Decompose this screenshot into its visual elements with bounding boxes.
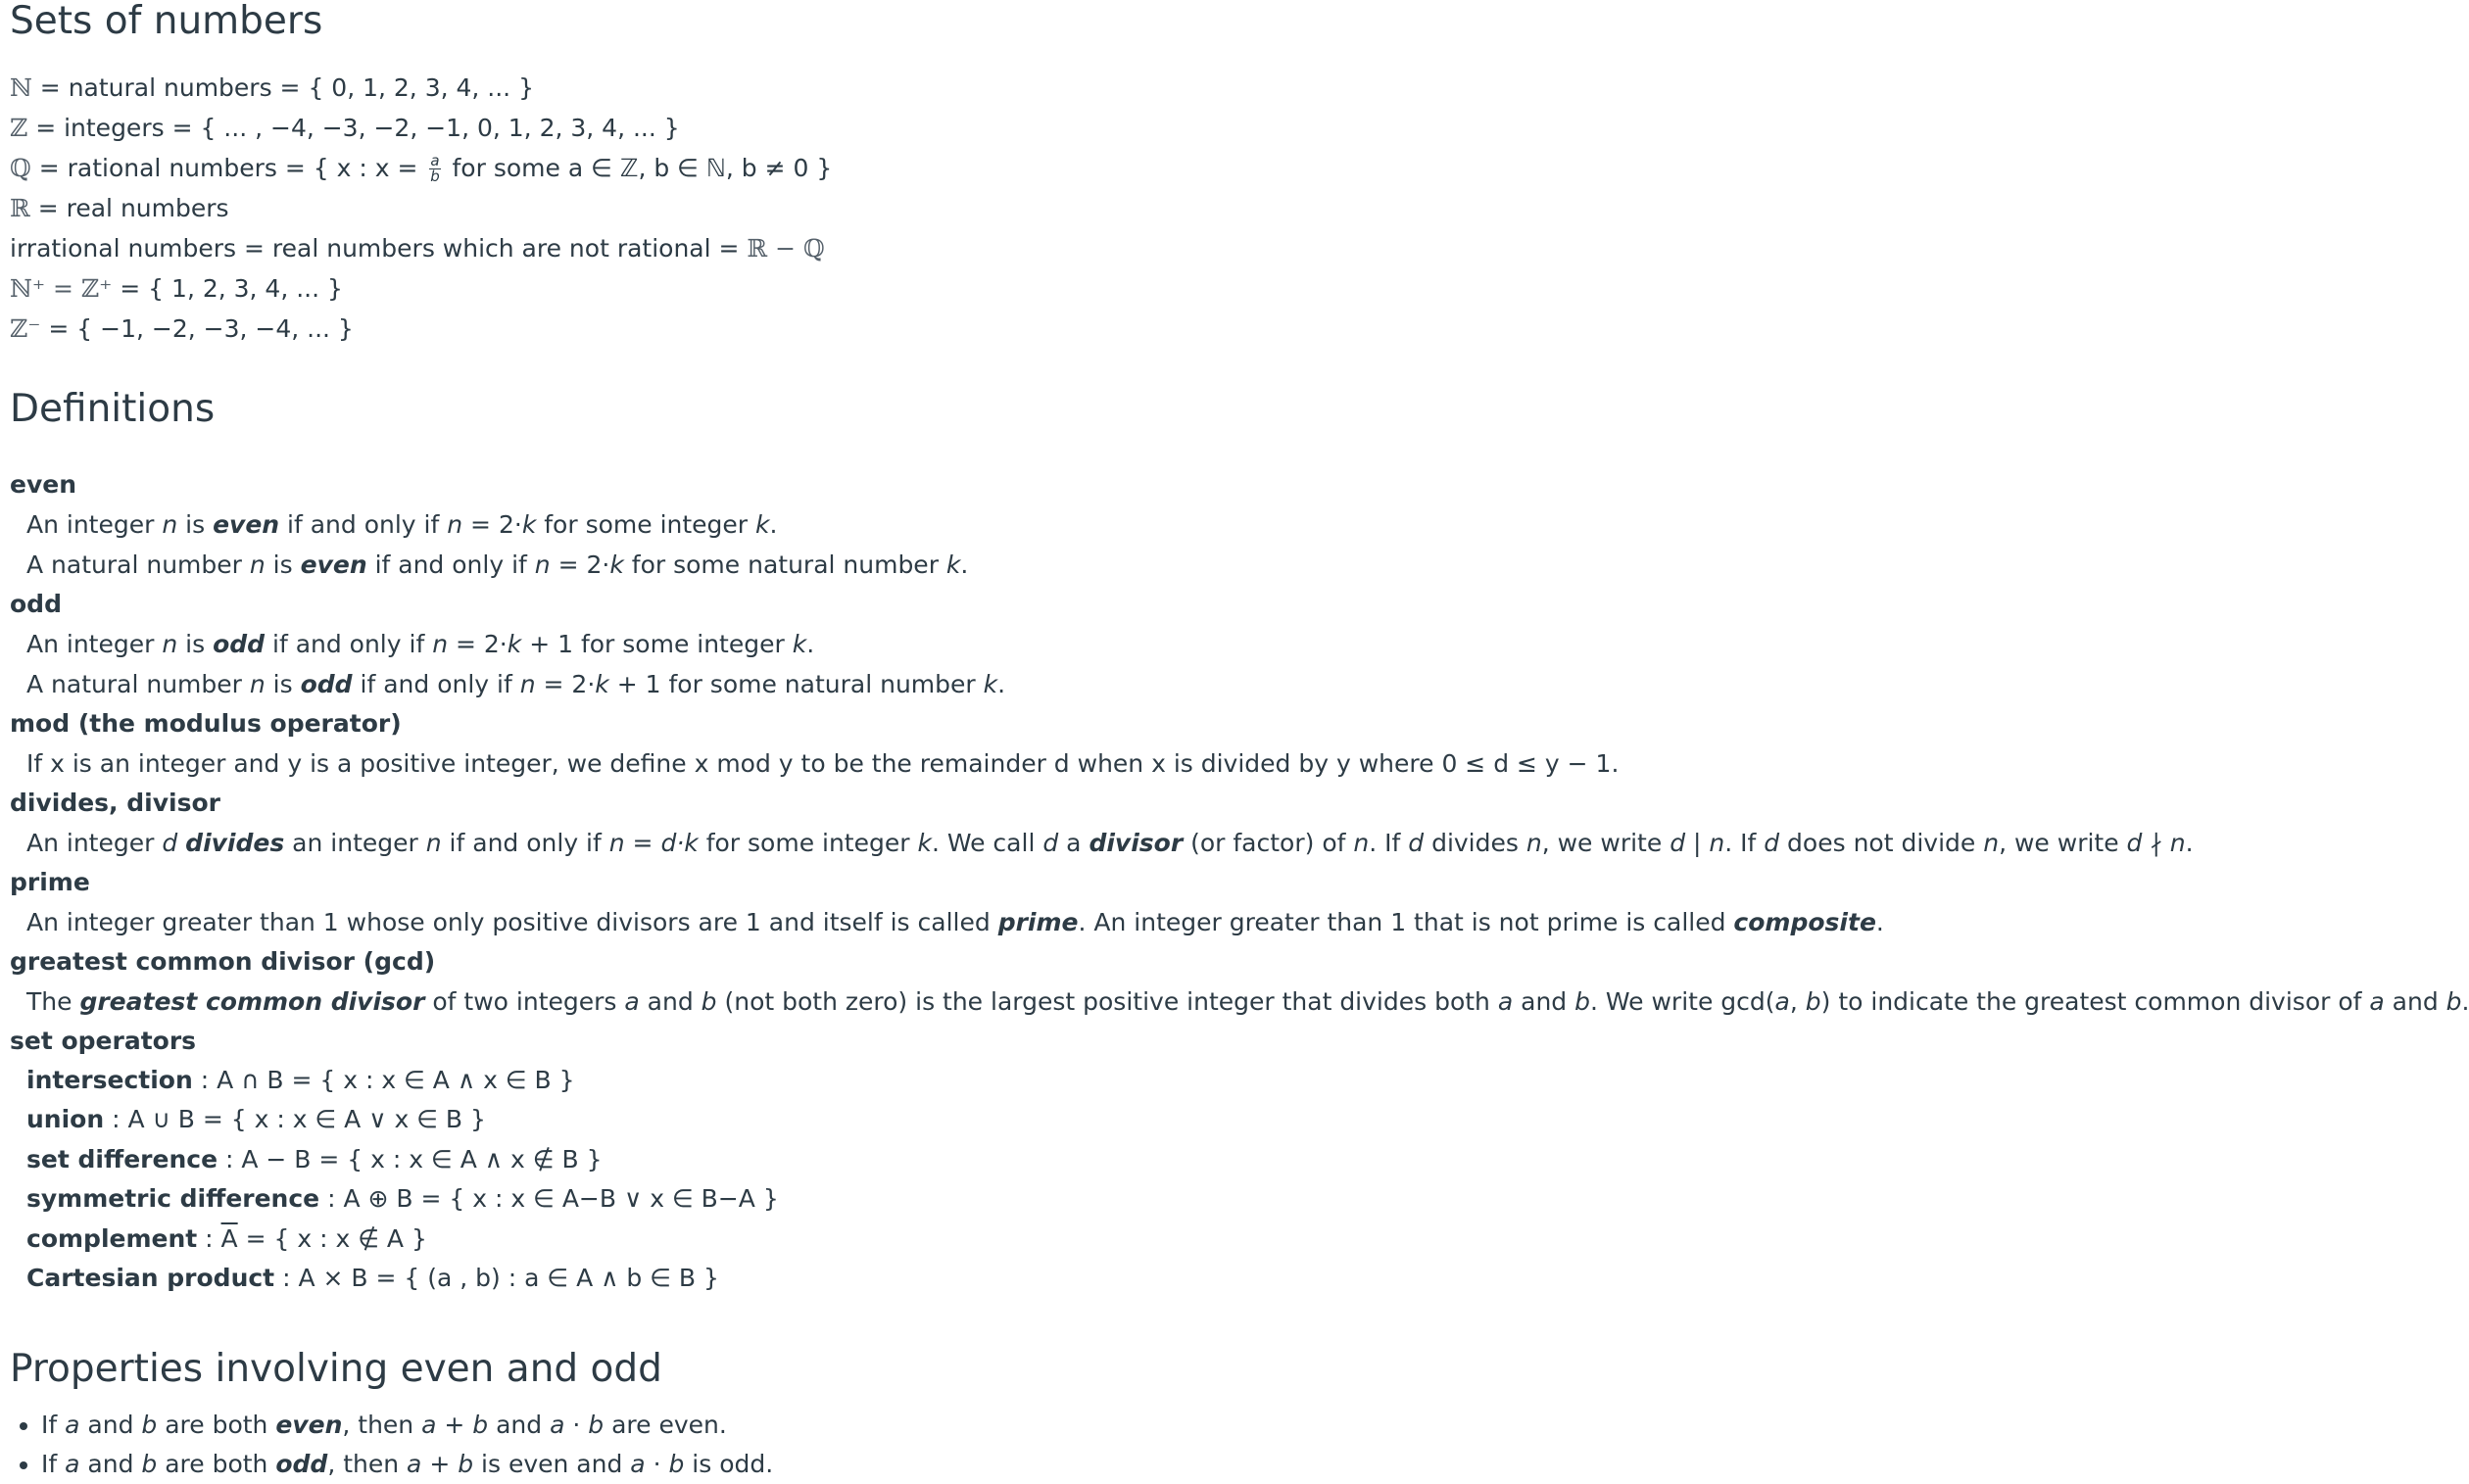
even-definition-integer [10, 504, 2257, 545]
integers-text: = integers = { ... , −4, −3, −2, −1, 0, 1, 2, 3, 4, ... } [27, 113, 680, 142]
text-fragment: n [1525, 828, 1542, 857]
text-fragment: k [609, 550, 624, 579]
text-fragment: k [792, 629, 807, 658]
text-fragment: : A − B = { x : x ∈ A ∧ x ∉ B } [218, 1144, 603, 1173]
text-fragment: · [645, 1449, 669, 1478]
text-fragment: greatest common divisor [79, 986, 425, 1016]
text-fragment: n [534, 550, 551, 579]
text-fragment: . [806, 629, 815, 658]
text-fragment: + 1 for some integer [521, 629, 793, 658]
text-fragment: . [2185, 828, 2194, 857]
text-fragment: of two integers [424, 986, 625, 1016]
text-fragment: n [1983, 828, 2000, 857]
text-fragment: n [249, 669, 266, 698]
rational-numbers-symbol: ℚ [10, 153, 31, 182]
text-fragment: n [432, 629, 449, 658]
text-fragment: for some integer [536, 509, 756, 539]
text-fragment: If [41, 1410, 66, 1439]
text-fragment: = 2· [448, 629, 508, 658]
text-fragment: d [1042, 828, 1059, 857]
real-numbers-symbol: ℝ [10, 193, 30, 222]
heading-sets-of-numbers: Sets of numbers [10, 0, 323, 43]
text-fragment: k [521, 509, 537, 539]
text-fragment: An integer [26, 509, 163, 539]
text-fragment: divisor [1089, 828, 1184, 857]
integers-symbol: ℤ [10, 113, 28, 142]
text-fragment: b [668, 1449, 685, 1478]
text-fragment: A natural number [26, 669, 250, 698]
text-fragment: An integer [26, 828, 163, 857]
positive-integers-text: = { 1, 2, 3, 4, ... } [112, 273, 343, 303]
text-fragment: a [550, 1410, 565, 1439]
text-fragment: n = d·k [608, 828, 699, 857]
natural-numbers-symbol: ℕ [10, 72, 32, 102]
text-fragment: + [421, 1449, 459, 1478]
text-fragment: a [624, 986, 640, 1016]
fraction-a-over-b [429, 154, 440, 184]
text-fragment: are both [157, 1410, 276, 1439]
text-fragment: for some natural number [623, 550, 946, 579]
text-fragment: Cartesian product [26, 1264, 275, 1293]
text-fragment: k [595, 669, 609, 698]
odd-definition-integer [10, 624, 2257, 664]
text-fragment: . [769, 509, 778, 539]
text-fragment: odd [300, 669, 353, 698]
fraction-denominator: b [430, 168, 440, 186]
text-fragment: n [425, 828, 442, 857]
text-fragment: b [1574, 986, 1590, 1016]
text-fragment: k [945, 550, 961, 579]
text-fragment: and [488, 1410, 551, 1439]
text-fragment: prime [997, 907, 1079, 936]
text-fragment: , we write [1999, 828, 2127, 857]
set-rational-numbers [10, 148, 2257, 188]
term-divides: divides, divisor [10, 788, 220, 817]
text-fragment: d [162, 828, 178, 857]
text-fragment: . [960, 550, 969, 579]
text-fragment: . [2461, 986, 2469, 1016]
odd-definition-natural [10, 664, 2257, 704]
text-fragment: = { x : x ∉ A } [237, 1223, 427, 1253]
text-fragment: + 1 for some natural number [608, 669, 984, 698]
text-fragment: b [2445, 986, 2462, 1016]
text-fragment: even [300, 550, 367, 579]
text-fragment: d [1408, 828, 1425, 857]
negative-integers-symbol: ℤ⁻ [10, 313, 41, 343]
text-fragment: odd [213, 629, 266, 658]
heading-properties: Properties involving even and odd [10, 1346, 662, 1391]
text-fragment: (not both zero) is the largest positive integer that divides both [716, 986, 1498, 1016]
text-fragment: if and only if [441, 828, 609, 857]
text-fragment: if and only if [366, 550, 535, 579]
text-fragment: odd [275, 1449, 328, 1478]
text-fragment: , we write [1541, 828, 1670, 857]
text-fragment: n [447, 509, 463, 539]
text-fragment: d ∤ n [2126, 828, 2186, 857]
text-fragment: . [997, 669, 1006, 698]
text-fragment: k [755, 509, 770, 539]
set-positive-integers [10, 268, 2257, 309]
term-odd: odd [10, 589, 62, 618]
text-fragment: set difference [26, 1144, 218, 1173]
text-fragment: a [1774, 986, 1790, 1016]
sets-list [10, 68, 2257, 349]
text-fragment: a [421, 1410, 437, 1439]
heading-definitions: Definitions [10, 386, 216, 431]
text-fragment: b [141, 1410, 158, 1439]
text-fragment: n [1353, 828, 1370, 857]
text-fragment: is [265, 550, 301, 579]
text-fragment [177, 829, 185, 857]
text-fragment: . [1875, 907, 1884, 936]
text-fragment: ) to indicate the greatest common divisor of [1820, 986, 2370, 1016]
text-fragment: . We write gcd( [1590, 986, 1775, 1016]
text-fragment: and [2384, 986, 2446, 1016]
text-fragment: : A × B = { (a , b) : a ∈ A ∧ b ∈ B } [274, 1264, 719, 1293]
set-operator-symmetric-difference [10, 1179, 2257, 1220]
text-fragment: is odd. [684, 1449, 774, 1478]
text-fragment: b [701, 986, 717, 1016]
text-fragment: and [639, 986, 702, 1016]
text-fragment: : [197, 1223, 221, 1253]
text-fragment: k [917, 828, 932, 857]
text-fragment: is [265, 669, 301, 698]
text-fragment: is [177, 509, 214, 539]
text-fragment: n [162, 629, 178, 658]
set-natural-numbers [10, 68, 2257, 108]
set-real-numbers [10, 188, 2257, 228]
text-fragment: a [65, 1410, 80, 1439]
text-fragment: a [407, 1449, 422, 1478]
text-fragment: b [141, 1449, 158, 1478]
text-fragment: a [1058, 828, 1089, 857]
even-definition-natural [10, 545, 2257, 585]
text-fragment: and [79, 1449, 142, 1478]
text-fragment: : A ∩ B = { x : x ∈ A ∧ x ∈ B } [192, 1065, 575, 1094]
text-fragment: b [588, 1410, 605, 1439]
text-fragment: b [1805, 986, 1821, 1016]
divides-definition [10, 823, 2257, 863]
term-set-operators: set operators [10, 1026, 197, 1055]
text-fragment: An integer greater than 1 whose only positive divisors are 1 and itself is called [26, 907, 998, 936]
set-operator-intersection [10, 1061, 2257, 1101]
positive-integers-symbol: ℕ⁺ = ℤ⁺ [10, 273, 113, 303]
text-fragment: intersection [26, 1065, 193, 1094]
irrational-numbers-text: irrational numbers = real numbers which are not rational = [10, 233, 748, 263]
text-fragment: a [65, 1449, 80, 1478]
property-even [41, 1406, 2257, 1445]
text-fragment: = 2· [550, 550, 610, 579]
text-fragment: (or factor) of [1183, 828, 1354, 857]
text-fragment: n [162, 509, 178, 539]
text-fragment: , [1789, 986, 1806, 1016]
text-fragment: even [275, 1410, 343, 1439]
text-fragment: composite [1733, 907, 1876, 936]
irrational-numbers-expr: ℝ − ℚ [747, 233, 825, 263]
text-fragment: a [1497, 986, 1514, 1016]
text-fragment: if and only if [279, 509, 448, 539]
text-fragment: if and only if [265, 629, 433, 658]
text-fragment: , then [327, 1449, 408, 1478]
fraction-numerator: a [430, 152, 440, 170]
gcd-definition [10, 981, 2469, 1022]
text-fragment: If [41, 1449, 66, 1478]
text-fragment: n [249, 550, 266, 579]
rational-numbers-text: = rational numbers = { x : x = [30, 153, 426, 182]
term-gcd: greatest common divisor (gcd) [10, 946, 436, 976]
text-fragment: , then [342, 1410, 422, 1439]
text-fragment: an integer [284, 828, 426, 857]
text-fragment: are both [157, 1449, 276, 1478]
text-fragment: The [26, 986, 80, 1016]
text-fragment: is even and [473, 1449, 631, 1478]
text-fragment: b [472, 1410, 489, 1439]
text-fragment: k [507, 629, 522, 658]
term-mod: mod (the modulus operator) [10, 708, 402, 738]
text-fragment: symmetric difference [26, 1184, 320, 1214]
text-fragment: does not divide [1779, 828, 1984, 857]
text-fragment: · [564, 1410, 589, 1439]
text-fragment: d | n [1670, 828, 1725, 857]
text-fragment: b [458, 1449, 474, 1478]
text-fragment: $\overline{A}$ [220, 1223, 238, 1253]
properties-list [10, 1406, 2257, 1484]
text-fragment: . An integer greater than 1 that is not prime is called [1078, 907, 1734, 936]
term-even: even [10, 469, 77, 499]
text-fragment: A natural number [26, 550, 250, 579]
text-fragment: + [436, 1410, 473, 1439]
term-prime: prime [10, 867, 90, 896]
property-odd [41, 1445, 2257, 1484]
text-fragment: divides [1424, 828, 1526, 857]
text-fragment: and [79, 1410, 142, 1439]
text-fragment: An integer [26, 629, 163, 658]
text-fragment: a [630, 1449, 646, 1478]
set-operator-complement [10, 1220, 2257, 1260]
text-fragment: : A ∪ B = { x : x ∈ A ∨ x ∈ B } [104, 1105, 486, 1134]
real-numbers-text: = real numbers [29, 193, 229, 222]
text-fragment: even [213, 509, 280, 539]
text-fragment: n [519, 669, 536, 698]
negative-integers-text: = { −1, −2, −3, −4, ... } [40, 313, 354, 343]
set-irrational-numbers [10, 228, 2257, 268]
set-operators-list [10, 1061, 2257, 1299]
text-fragment: for some integer [698, 828, 918, 857]
text-fragment: and [1513, 986, 1575, 1016]
text-fragment: are even. [604, 1410, 727, 1439]
text-fragment: is [177, 629, 214, 658]
text-fragment: . We call [931, 828, 1043, 857]
mod-definition: If x is an integer and y is a positive integer, we define x mod y to be the remainder d when x is divided by y where 0 ≤ d ≤ y − 1. [26, 748, 1620, 778]
text-fragment: . If [1724, 828, 1765, 857]
text-fragment: if and only if [352, 669, 520, 698]
set-operator-cartesian-product [10, 1259, 2257, 1299]
text-fragment: union [26, 1105, 105, 1134]
text-fragment: divides [185, 828, 285, 857]
prime-definition [10, 902, 2257, 942]
text-fragment: : A ⊕ B = { x : x ∈ A−B ∨ x ∈ B−A } [319, 1184, 779, 1214]
set-operator-union [10, 1100, 2257, 1140]
text-fragment: d [1764, 828, 1780, 857]
set-integers [10, 108, 2257, 148]
text-fragment: . If [1369, 828, 1409, 857]
set-negative-integers [10, 309, 2257, 349]
text-fragment: = 2· [462, 509, 522, 539]
text-fragment: = 2· [535, 669, 596, 698]
text-fragment: k [983, 669, 998, 698]
text-fragment: a [2369, 986, 2385, 1016]
natural-numbers-text: = natural numbers = { 0, 1, 2, 3, 4, ... } [31, 72, 534, 102]
text-fragment: complement [26, 1223, 198, 1253]
rational-numbers-condition: for some a ∈ ℤ, b ∈ ℕ, b ≠ 0 } [444, 153, 833, 182]
set-operator-difference [10, 1140, 2257, 1180]
definitions-list [10, 465, 2469, 1299]
